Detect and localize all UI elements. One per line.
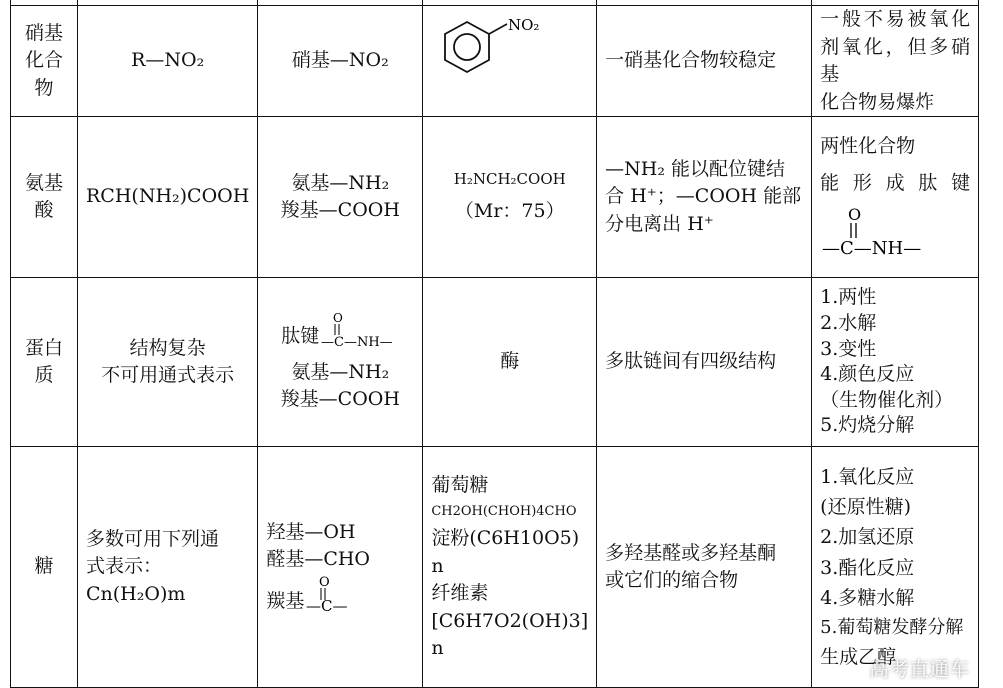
reactions-sugar [812, 447, 979, 688]
reaction-line: (还原性糖) [820, 496, 911, 518]
group-line: 羟基—OH [266, 520, 356, 543]
functional-groups-sugar [258, 447, 423, 688]
group-line: 氨基—NH₂ [291, 360, 390, 383]
reactions-amino-acid [812, 117, 979, 278]
functional-group-nitro: 硝基—NO₂ [258, 6, 423, 117]
row-name-amino-acid [11, 117, 78, 278]
reaction-line: 1.氧化反应 [820, 465, 915, 488]
reaction-line: 3.变性 [820, 337, 877, 360]
general-line: 不可用通式表示 [101, 364, 235, 387]
name-line: 氨基 [24, 171, 63, 194]
peptide-bond-label: —C—NH— [321, 334, 393, 350]
example-line: CH2OH(CHOH)4CHO [431, 504, 577, 520]
reaction-line: 两性化合物 [820, 134, 916, 157]
example-line: 葡萄糖 [431, 473, 489, 496]
property-protein: 多肽链间有四级结构 [597, 278, 812, 447]
general-line: Cn(H₂O)m [86, 582, 186, 605]
nitrobenzene-structure-icon [431, 12, 571, 102]
reaction-line: 3.酯化反应 [820, 556, 915, 579]
property-sugar [597, 447, 812, 688]
reaction-line: 2.水解 [820, 311, 877, 334]
property-line: —NH₂ 能以配位键结 [605, 157, 786, 180]
reaction-line: 4.多糖水解 [820, 587, 915, 610]
group-line: 羧基—COOH [280, 199, 400, 222]
nitro-substituent-label: NO₂ [508, 15, 540, 34]
general-formula-protein [78, 278, 258, 447]
name-line: 物 [34, 76, 54, 99]
property-amino-acid [597, 117, 812, 278]
general-line: 结构复杂 [129, 336, 206, 359]
example-glycine [423, 117, 597, 278]
group-line: 醛基—CHO [266, 548, 370, 571]
general-line: 多数可用下列通 [86, 527, 220, 550]
functional-groups-amino-acid [258, 117, 423, 278]
name-line: 化合 [24, 49, 63, 72]
peptide-bond-label: —C—NH— [822, 237, 922, 259]
reaction-line: 化合物易爆炸 [820, 90, 935, 113]
carbonyl-oxygen-label: O [319, 574, 330, 590]
group-line: 羧基—COOH [280, 388, 400, 411]
example-line: 纤维素 [431, 582, 489, 605]
table-row-nitro [11, 6, 979, 117]
general-formula-amino-acid: RCH(NH₂)COOH [78, 117, 258, 278]
reactions-nitro [812, 6, 979, 117]
carbonyl-mini-icon [306, 574, 356, 616]
property-line: 合 H⁺；—COOH 能部 [605, 185, 802, 208]
name-line: 硝基 [24, 21, 63, 44]
property-nitro: 一硝基化合物较稳定 [597, 6, 812, 117]
row-name-protein [11, 278, 78, 447]
example-formula: H₂NCH₂COOH [453, 169, 566, 188]
carbonyl-label: —C— [306, 596, 348, 615]
name-line: 质 [34, 364, 54, 387]
example-protein: 酶 [423, 278, 597, 447]
row-name-sugar: 糖 [11, 447, 78, 688]
reactions-protein [812, 278, 979, 447]
carbonyl-prefix: 羰基 [266, 590, 305, 613]
name-line: 酸 [34, 199, 54, 222]
reaction-line: 1.两性 [820, 286, 877, 309]
reaction-line: 一般不易被氧化 [820, 8, 971, 30]
general-line: 式表示： [86, 555, 163, 578]
reaction-line: 剂氧化，但多硝基 [820, 35, 971, 86]
watermark-text: 高考直通车 [869, 657, 969, 681]
reaction-line: 5.灼烧分解 [820, 414, 915, 437]
example-line: [C6H7O2(OH)3] n [431, 609, 589, 660]
example-line: 淀粉(C6H10O5) n [431, 527, 580, 577]
row-name-nitro [11, 6, 78, 117]
general-formula-nitro: R—NO₂ [78, 6, 258, 117]
example-nitrobenzene [423, 6, 597, 117]
organic-compounds-table [10, 0, 979, 688]
example-mr: （Mr：75） [454, 200, 565, 223]
reaction-line: 生成乙醇 [820, 646, 897, 669]
example-sugar [423, 447, 597, 688]
property-line: 分电离出 H⁺ [605, 212, 714, 235]
property-line: 多羟基醛或多羟基酮 [605, 541, 777, 564]
reaction-line: 2.加氢还原 [820, 526, 915, 549]
reaction-line: 5.葡萄糖发酵分解 [820, 616, 964, 638]
peptide-bond-prefix: 肽键 [281, 325, 320, 348]
reaction-line: 能 形 成 肽 键 [820, 172, 971, 195]
carbonyl-group [266, 574, 414, 616]
reaction-line: （生物催化剂） [820, 388, 954, 411]
general-formula-sugar [78, 447, 258, 688]
peptide-bond-mini-icon [321, 311, 399, 351]
table-row-sugar [11, 447, 979, 688]
peptide-bond-structure-icon [820, 204, 950, 262]
table-row-amino-acid [11, 117, 979, 278]
table-row-protein [11, 278, 979, 447]
functional-groups-protein [258, 278, 423, 447]
property-line: 或它们的缩合物 [605, 569, 739, 592]
carbonyl-oxygen-label: O [333, 310, 344, 325]
reaction-line: 4.颜色反应 [820, 363, 915, 386]
name-line: 蛋白 [24, 336, 63, 359]
peptide-bond-group [266, 311, 414, 351]
group-line: 氨基—NH₂ [291, 171, 390, 194]
carbonyl-oxygen-label: O [848, 204, 862, 224]
